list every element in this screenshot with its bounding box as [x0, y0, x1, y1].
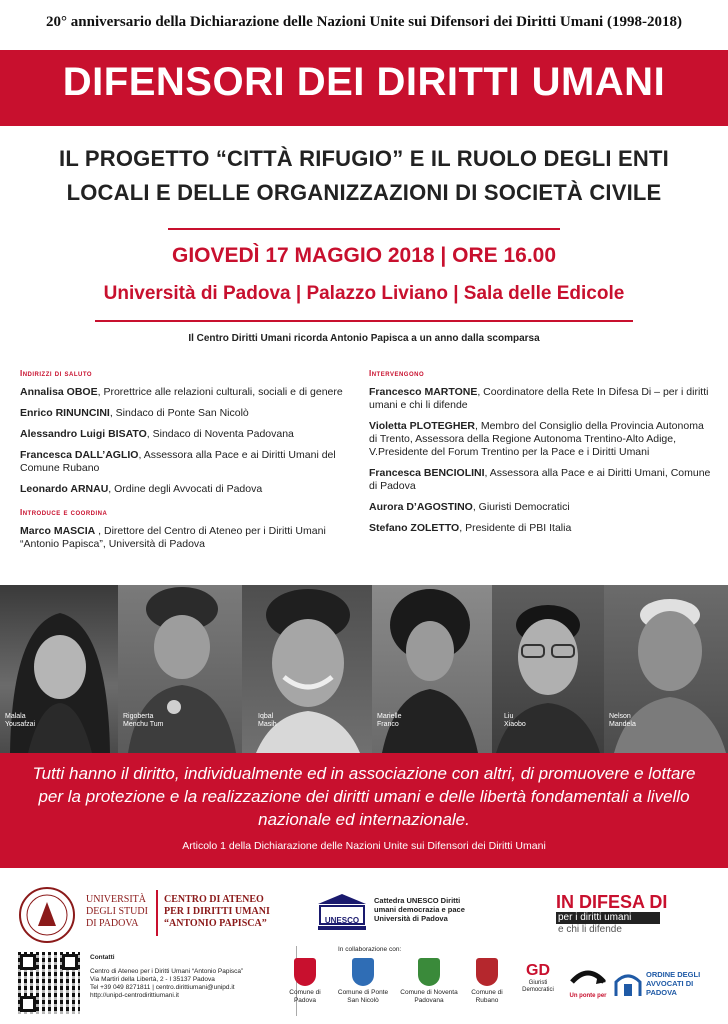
- speaker-role: , Coordinatore della Rete In Difesa Di – per i diritti umani e chi li difende: [369, 386, 709, 411]
- greeting-entry-3: [20, 428, 358, 441]
- speakers-heading: Intervengono: [369, 369, 425, 378]
- comune-ponte-san-nicolo: [334, 958, 392, 1005]
- subtitle-line-2: LOCALI E DELLE ORGANIZZAZIONI DI SOCIETÀ CIVILE: [66, 180, 662, 205]
- greetings-heading: Indirizzi di saluto: [20, 369, 93, 378]
- contacts-line-2: Via Martiri della Libertà, 2 - I 35137 Padova: [90, 976, 215, 983]
- moderator-heading: Introduce e coordina: [20, 508, 108, 517]
- coat-of-arms-icon: [352, 958, 374, 986]
- divider-middle: [95, 320, 633, 322]
- greeting-name: Alessandro Luigi BISATO: [20, 428, 147, 440]
- speaker-role: , Giuristi Democratici: [472, 501, 570, 513]
- defenders-photo-strip: [0, 585, 728, 753]
- greeting-entry-4: [20, 449, 358, 475]
- contacts-line-3: Tel +39 049 8271811 | centro.dirittiumani@unipd.it: [90, 984, 235, 991]
- photo-iqbal: [242, 585, 372, 753]
- in-difesa-di-title: IN DIFESA DI: [556, 892, 668, 912]
- avvocati-arch-icon: [614, 970, 642, 998]
- photo-liu: [492, 585, 604, 753]
- speaker-entry-2: [369, 420, 711, 459]
- page-title: DIFENSORI DEI DIRITTI UMANI: [62, 60, 666, 104]
- in-difesa-di-logo: [556, 892, 716, 942]
- quote-source: Articolo 1 della Dichiarazione delle Nazioni Unite sui Difensori dei Diritti Umani: [182, 840, 546, 852]
- greeting-name: Annalisa OBOE: [20, 386, 98, 398]
- greeting-entry-2: [20, 407, 358, 420]
- speaker-role: , Presidente di PBI Italia: [459, 522, 572, 534]
- in-difesa-di-sub2: e chi li difende: [558, 924, 622, 935]
- divider-top: [168, 228, 560, 230]
- centre-name: CENTRO DI ATENEO PER I DIRITTI UMANI “ANTONIO PAPISCA”: [164, 894, 270, 929]
- contacts-line-1: Centro di Ateneo per i Diritti Umani “Antonio Papisca”: [90, 968, 244, 975]
- photo-caption: Iqbal Masih: [258, 713, 277, 728]
- comune-rubano: [462, 958, 512, 1005]
- speaker-entry-3: [369, 467, 711, 493]
- university-seal-icon: [18, 886, 76, 944]
- greeting-role: , Ordine degli Avvocati di Padova: [108, 483, 263, 495]
- comune-label: Comune di Noventa Padovana: [400, 989, 458, 1004]
- event-date: GIOVEDÌ 17 MAGGIO 2018 | ORE 16.00: [171, 244, 557, 267]
- speaker-name: Violetta PLOTEGHER: [369, 420, 475, 432]
- greeting-role: , Sindaco di Ponte San Nicolò: [109, 407, 249, 419]
- coat-of-arms-icon: [418, 958, 440, 986]
- comune-padova: [280, 958, 330, 1005]
- university-name: UNIVERSITÀ DEGLI STUDI DI PADOVA: [86, 894, 148, 929]
- logo-divider: [156, 890, 158, 936]
- greeting-name: Leonardo ARNAU: [20, 483, 109, 495]
- speaker-name: Stefano ZOLETTO: [369, 522, 460, 534]
- giuristi-democratici-logo: [516, 962, 560, 994]
- avvocati-label: ORDINE DEGLI AVVOCATI DI PADOVA: [646, 970, 701, 997]
- greeting-role: , Assessora alla Pace e ai Diritti Umani del Comune Rubano: [20, 449, 336, 474]
- comune-label: Comune di Rubano: [471, 989, 503, 1004]
- speakers-column: [369, 367, 711, 543]
- greeting-name: Francesca DALL’AGLIO: [20, 449, 139, 461]
- photo-malala: [0, 585, 118, 753]
- coat-of-arms-icon: [294, 958, 316, 986]
- greeting-role: , Prorettrice alle relazioni culturali, sociali e di genere: [97, 386, 343, 398]
- unesco-label: UNESCO: [324, 916, 360, 925]
- moderator-entry: [20, 525, 358, 551]
- moderator-name: Marco MASCIA: [20, 525, 96, 537]
- unesco-chair: Cattedra UNESCO Diritti umani democrazia e pace Università di Padova: [374, 896, 465, 923]
- contacts-heading: Contatti: [90, 954, 115, 961]
- un-ponte-per-logo: [566, 962, 610, 1000]
- gd-mark-icon: GD: [526, 962, 550, 979]
- speaker-name: Francesca BENCIOLINI: [369, 467, 485, 479]
- comune-label: Comune di Padova: [289, 989, 321, 1004]
- comune-noventa-padovana: [400, 958, 458, 1005]
- photo-caption: Rigoberta Menchu Tum: [123, 713, 164, 728]
- memorial-note: Il Centro Diritti Umani ricorda Antonio Papisca a un anno dalla scomparsa: [188, 333, 540, 344]
- speaker-entry-5: [369, 522, 711, 535]
- event-venue: Università di Padova | Palazzo Liviano | Sala delle Edicole: [103, 283, 625, 304]
- bridge-arrow-icon: [566, 962, 610, 988]
- unesco-temple-icon: [316, 892, 368, 932]
- coat-of-arms-icon: [476, 958, 498, 986]
- collab-label: In collaborazione con:: [338, 946, 402, 953]
- photo-rigoberta: [118, 585, 242, 753]
- speaker-name: Aurora D’AGOSTINO: [369, 501, 473, 513]
- speaker-name: Francesco MARTONE: [369, 386, 478, 398]
- photo-marielle: [372, 585, 492, 753]
- greeting-name: Enrico RINUNCINI: [20, 407, 110, 419]
- photo-caption: Liu Xiaobo: [504, 713, 526, 728]
- greetings-column: [20, 367, 358, 559]
- comune-label: Comune di Ponte San Nicolò: [337, 989, 389, 1004]
- speaker-role: , Assessora alla Pace e ai Diritti Umani, Comune di Padova: [369, 467, 711, 492]
- contacts-line-4: http://unipd-centrodirittiumani.it: [90, 992, 179, 999]
- photo-mandela: [604, 585, 728, 753]
- contacts-block: [90, 954, 290, 1000]
- greeting-entry-5: [20, 483, 358, 496]
- in-difesa-di-sub1: per i diritti umani: [556, 912, 660, 924]
- greeting-role: , Sindaco di Noventa Padovana: [146, 428, 294, 440]
- pbi-label: Un ponte per: [569, 993, 607, 999]
- gd-label: Giuristi Democratici: [522, 980, 554, 993]
- subtitle-line-1: IL PROGETTO “CITTÀ RIFUGIO” E IL RUOLO DEGLI ENTI: [59, 146, 669, 171]
- qr-code-icon: [18, 952, 80, 1014]
- anniversary-line: 20° anniversario della Dichiarazione delle Nazioni Unite sui Difensori dei Diritti Umani (1998-2018): [46, 14, 682, 30]
- speaker-role: , Membro del Consiglio della Provincia Autonoma di Trento, Assessora della Regione Autonoma Trentino-Alto Adige, V.Presidente del Forum Trentino per la Pace e i Diritti Umani: [369, 420, 704, 458]
- photo-caption: Nelson Mandela: [609, 713, 636, 728]
- greeting-entry-1: [20, 386, 358, 399]
- photo-caption: Marielle Franco: [377, 713, 402, 728]
- moderator-role: , Direttore del Centro di Ateneo per i Diritti Umani “Antonio Papisca”, Università di Padova: [20, 525, 326, 550]
- speaker-entry-1: [369, 386, 711, 412]
- photo-caption: Malala Yousafzai: [5, 713, 36, 728]
- speaker-entry-4: [369, 501, 711, 514]
- declaration-quote: Tutti hanno il diritto, individualmente ed in associazione con altri, di promuovere e lottare per la protezione e la realizzazione dei diritti umani e delle libertà fondamentali a livello nazionale ed internazionale.: [32, 764, 696, 829]
